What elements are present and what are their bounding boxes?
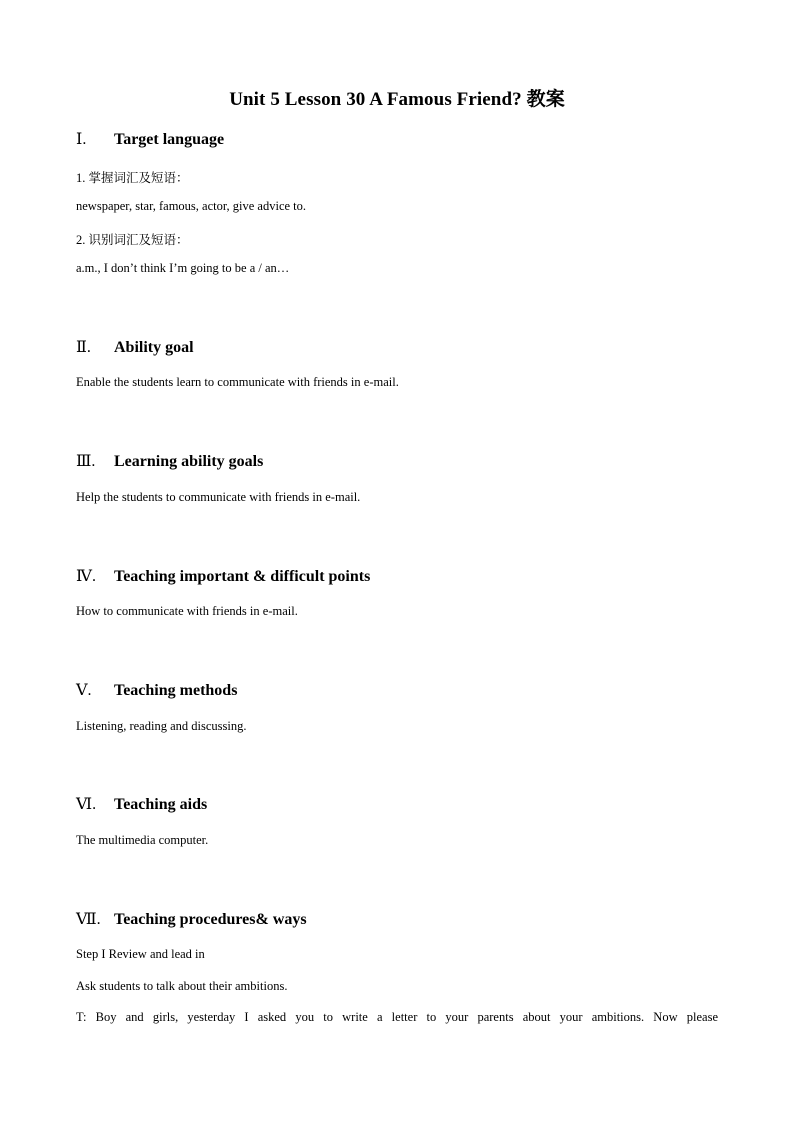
section-title: Target language — [114, 131, 225, 148]
section-heading-learning-ability-goals — [76, 451, 263, 471]
section-title: Teaching procedures& ways — [114, 911, 307, 928]
section-title: Learning ability goals — [114, 453, 264, 470]
section-heading-ability-goal — [76, 337, 194, 357]
section-title: Teaching important & difficult points — [114, 568, 371, 585]
paragraph-line: Ask students to talk about their ambitions. — [76, 979, 288, 993]
section-heading-teaching-points — [76, 566, 370, 586]
section-number: Ⅳ. — [76, 568, 96, 585]
section-number: Ⅵ. — [76, 796, 97, 813]
section-number: Ⅴ. — [76, 682, 92, 699]
document-title: Unit 5 Lesson 30 A Famous Friend? 教案 — [229, 89, 565, 110]
paragraph-line: How to communicate with friends in e-mail. — [76, 604, 298, 618]
paragraph-line: a.m., I don’t think I’m going to be a / an… — [76, 261, 290, 275]
section-heading-teaching-procedures — [76, 909, 307, 929]
section-title: Teaching aids — [114, 796, 208, 813]
paragraph-line: Step I Review and lead in — [76, 947, 205, 961]
paragraph-line: Listening, reading and discussing. — [76, 719, 247, 733]
section-heading-target-language — [76, 129, 224, 149]
section-number: Ⅰ. — [76, 131, 87, 148]
section-number: Ⅱ. — [76, 339, 91, 356]
paragraph-line: Help the students to communicate with friends in e-mail. — [76, 490, 361, 504]
paragraph-line: The multimedia computer. — [76, 833, 209, 847]
section-heading-teaching-methods — [76, 680, 237, 700]
section-heading-teaching-aids — [76, 794, 207, 814]
section-number: Ⅶ. — [76, 911, 101, 928]
paragraph-line: 2. 识别词汇及短语： — [76, 233, 189, 247]
paragraph-line: newspaper, star, famous, actor, give advice to. — [76, 199, 307, 213]
section-title: Teaching methods — [114, 682, 238, 699]
paragraph-line: 1. 掌握词汇及短语： — [76, 171, 189, 185]
section-title: Ability goal — [114, 339, 194, 356]
paragraph-line: T: Boy and girls, yesterday I asked you to write a letter to your parents about your ambitions. Now please — [76, 1010, 718, 1024]
section-number: Ⅲ. — [76, 453, 96, 470]
paragraph-line: Enable the students learn to communicate with friends in e-mail. — [76, 375, 399, 389]
